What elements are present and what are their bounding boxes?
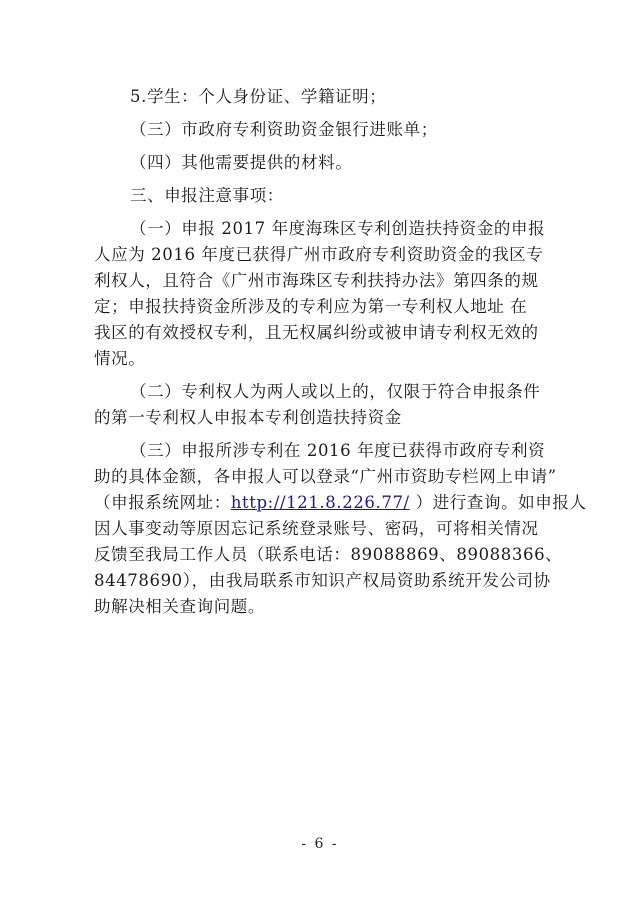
document-body [94, 84, 587, 620]
student-documents-line [94, 84, 552, 110]
note-paragraph-1 [94, 216, 552, 372]
other-materials-item [94, 150, 552, 176]
note-paragraph-2 [94, 379, 552, 431]
text-line: 定；申报扶持资金所涉及的专利应为第一专利权人地址 在 [94, 297, 528, 316]
text-line: 反馈至我局工作人员（联系电话：89088869、89088366、 [94, 545, 563, 564]
text-line: 我区的有效授权专利，且无权属纠纷或被申请专利权无效的 [94, 323, 539, 342]
text-line: 助的具体金额，各申报人可以登录“广州市资助专栏网上申请” [94, 467, 557, 486]
text-line: 5.学生：个人身份证、学籍证明； [130, 87, 387, 106]
text-line: 利权人，且符合《广州市海珠区专利扶持办法》第四条的规 [94, 271, 539, 290]
text-line: （二）专利权人为两人或以上的，仅限于符合申报条件 [130, 382, 541, 401]
text-line: 三、申报注意事项： [130, 186, 284, 205]
note-paragraph-3 [94, 438, 587, 620]
text-line: （三）申报所涉专利在 2016 年度已获得市政府专利资 [130, 441, 546, 460]
text-line: 的第一专利权人申报本专利创造扶持资金 [94, 408, 402, 427]
text-line: 因人事变动等原因忘记系统登录账号、密码，可将相关情况 [94, 519, 539, 538]
text-line: （三）市政府专利资助资金银行进账单； [130, 120, 438, 139]
system-url-link[interactable]: http://121.8.226.77/ [230, 493, 410, 512]
text-line-with-link [94, 490, 587, 516]
section-heading [94, 183, 552, 209]
text-line: （四）其他需要提供的材料。 [130, 153, 353, 172]
text-fragment: ）进行查询。如申报人 [409, 493, 587, 512]
text-fragment: （申报系统网址： [94, 493, 231, 512]
text-line: 助解决相关查询问题。 [94, 597, 265, 616]
text-line: 84478690），由我局联系市知识产权局资助系统开发公司协 [94, 571, 551, 590]
page-number: - 6 - [301, 836, 339, 852]
text-line: 人应为 2016 年度已获得广州市政府专利资助资金的我区专 [94, 245, 544, 264]
text-line: 情况。 [94, 349, 146, 368]
bank-receipt-item [94, 117, 552, 143]
text-line: （一）申报 2017 年度海珠区专利创造扶持资金的申报 [130, 219, 546, 238]
